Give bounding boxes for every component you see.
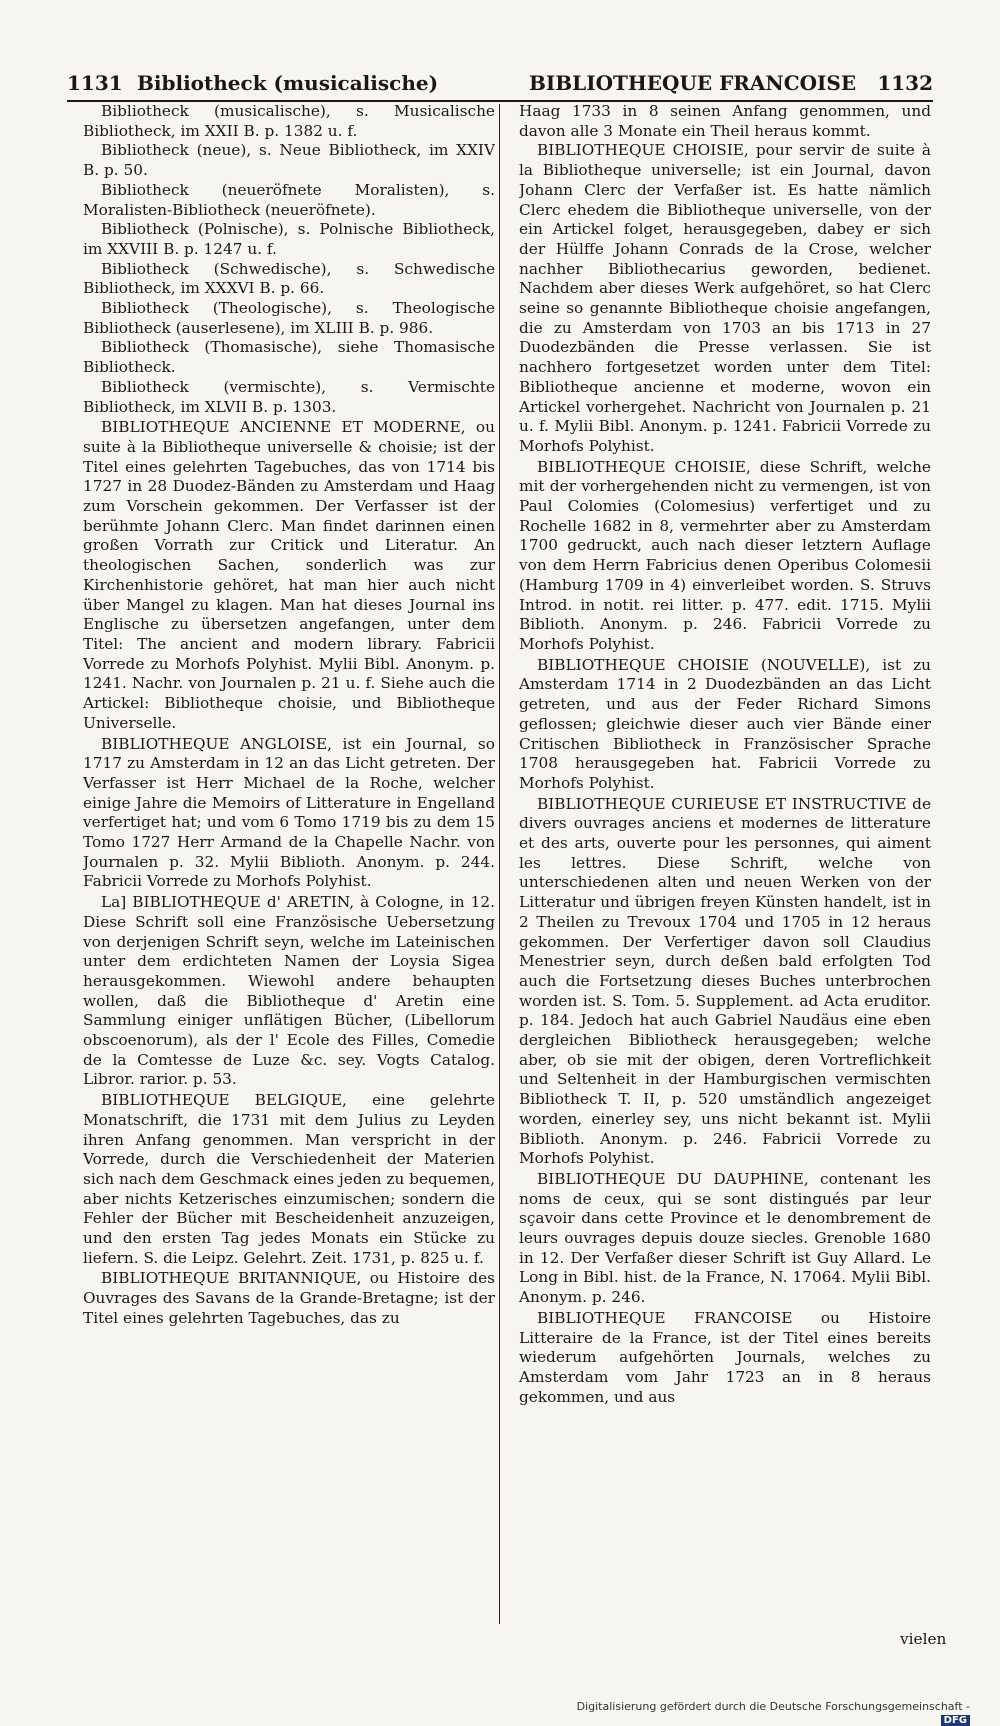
entry: Bibliotheck (vermischte), s. Vermischte Bibliotheck, im XLVII B. p. 1303.	[83, 377, 495, 416]
dfg-logo: DFG	[941, 1715, 970, 1726]
entry: BIBLIOTHEQUE CURIEUSE ET INSTRUCTIVE de divers ouvrages anciens et modernes de litterature et des arts, ouverte pour les personnes, qui aiment les lettres. Diese Schrift, welche von unterschiedenen alten und neuen Werken von der Litteratur und übrigen freyen Künsten handelt, ist in 2 Theilen zu Trevoux 1704 und 1705 in 12 heraus gekommen. Der Verfertiger davon soll Claudius Menestrier seyn, durch deßen bald erfolgten Tod auch die Fortsetzung dieses Buches unterbrochen worden ist. S. Tom. 5. Supplement. ad Acta eruditor. p. 184. Jedoch hat auch Gabriel Naudäus eine eben dergleichen Bibliotheck herausgegeben; welche aber, ob sie mit der obigen, deren Vortreflichkeit und Seltenheit in der Hamburgischen vermischten Bibliotheck T. II, p. 520 umständlich angezeiget worden, einerley sey, uns nicht bekannt ist. Mylii Biblioth. Anonym. p. 246. Fabricii Vorrede zu Morhofs Polyhist.	[519, 794, 931, 1168]
entry: BIBLIOTHEQUE CHOISIE, pour servir de suite à la Bibliotheque universelle; ist ein Journal, davon Johann Clerc der Verfaßer ist. Es hatte nämlich Clerc ehedem die Bibliotheque universelle, von der ein Artickel folget, herausgegeben, dabey er sich der Hülffe Johann Conrads de la Crose, welcher nachher Bibliothecarius geworden, bedienet. Nachdem aber dieses Werk aufgehöret, so hat Clerc seine so genannte Bibliotheque choisie angefangen, die zu Amsterdam von 1703 an bis 1713 in 27 Duodezbänden die Presse verlassen. Sie ist nachhero fortgesetzet worden unter dem Titel: Bibliotheque ancienne et moderne, wovon ein Artickel vorhergehet. Nachricht von Journalen p. 21 u. f. Mylii Bibl. Anonym. p. 1241. Fabricii Vorrede zu Morhofs Polyhist.	[519, 141, 931, 455]
running-header	[67, 66, 933, 100]
entry: Bibliotheck (Schwedische), s. Schwedische Bibliotheck, im XXXVI B. p. 66.	[83, 259, 495, 298]
entry: Bibliotheck (Thomasische), siehe Thomasische Bibliotheck.	[83, 338, 495, 377]
right-column	[519, 102, 931, 1642]
entry: La] BIBLIOTHEQUE d' ARETIN, à Cologne, in 12. Diese Schrift soll eine Französische Uebersetzung von derjenigen Schrift seyn, welche im Lateinischen unter dem erdichteten Namen der Loysia Sigea herausgekommen. Wiewohl andere behaupten wollen, daß die Bibliotheque d' Aretin eine Sammlung einiger unflätigen Bücher, (Libellorum obscoenorum), als der l' Ecole des Filles, Comedie de la Comtesse de Luze &c. sey. Vogts Catalog. Libror. rarior. p. 53.	[83, 893, 495, 1089]
entry: BIBLIOTHEQUE FRANCOISE ou Histoire Litteraire de la France, ist der Titel eines bereits wiederum aufgehörten Journals, welches zu Amsterdam vom Jahr 1723 an in 8 heraus gekommen, und aus	[519, 1308, 931, 1406]
entry: BIBLIOTHEQUE BRITANNIQUE, ou Histoire des Ouvrages des Savans de la Grande-Bretagne; ist der Titel eines gelehrten Tagebuches, das zu	[83, 1269, 495, 1327]
page-number-right: 1132	[877, 71, 933, 95]
catchword: vielen	[900, 1630, 947, 1648]
entry: Bibliotheck (musicalische), s. Musicalische Bibliotheck, im XXII B. p. 1382 u. f.	[83, 102, 495, 140]
entry: Bibliotheck (Theologische), s. Theologische Bibliotheck (auserlesene), im XLIII B. p. 986.	[83, 299, 495, 337]
entry: Bibliotheck (neue), s. Neue Bibliotheck, im XXIV B. p. 50.	[83, 141, 495, 180]
page-number-left: 1131	[67, 71, 123, 95]
entry: BIBLIOTHEQUE ANGLOISE, ist ein Journal, so 1717 zu Amsterdam in 12 an das Licht getreten. Der Verfasser ist Herr Michael de la Roche, welcher einige Jahre die Memoirs of Litterature in Engelland verfertiget hat; und vom 6 Tomo 1719 bis zu dem 15 Tomo 1727 Herr Armand de la Chapelle Nachr. von Journalen p. 32. Mylii Biblioth. Anonym. p. 244. Fabricii Vorrede zu Morhofs Polyhist.	[83, 734, 495, 891]
entry: BIBLIOTHEQUE ANCIENNE ET MODERNE, ou suite à la Bibliotheque universelle & choisie; ist der Titel eines gelehrten Tagebuches, das von 1714 bis 1727 in 28 Duodez-Bänden zu Amsterdam und Haag zum Vorschein gekommen. Der Verfasser ist der berühmte Johann Clerc. Man findet darinnen einen großen Vorrath zur Critick und Literatur. An theologischen Sachen, sonderlich was zur Kirchenhistorie gehöret, hat man hier auch nicht über Mangel zu klagen. Man hat dieses Journal ins Englische zu übersetzen angefangen, unter dem Titel: The ancient and modern library. Fabricii Vorrede zu Morhofs Polyhist. Mylii Bibl. Anonym. p. 1241. Nachr. von Journalen p. 21 u. f. Siehe auch die Artickel: Bibliotheque choisie, und Bibliotheque Universelle.	[83, 418, 495, 732]
running-title-right: BIBLIOTHEQUE FRANCOISE	[529, 71, 857, 95]
entry: BIBLIOTHEQUE CHOISIE, diese Schrift, welche mit der vorhergehenden nicht zu vermengen, ist von Paul Colomies (Colomesius) verfertiget und zu Rochelle 1682 in 8, vermehrter aber zu Amsterdam 1700 gedruckt, auch nach dieser letztern Auflage von dem Herrn Fabricius denen Operibus Colomesii (Hamburg 1709 in 4) einverleibet worden. S. Struvs Introd. in notit. rei litter. p. 477. edit. 1715. Mylii Biblioth. Anonym. p. 246. Fabricii Vorrede zu Morhofs Polyhist.	[519, 457, 931, 653]
entry-continuation: Haag 1733 in 8 seinen Anfang genommen, und davon alle 3 Monate ein Theil heraus kommt.	[519, 102, 931, 140]
left-column	[83, 102, 495, 1642]
entry: BIBLIOTHEQUE CHOISIE (NOUVELLE), ist zu Amsterdam 1714 in 2 Duodezbänden an das Licht getreten, und aus der Feder Richard Simons geflossen; gleichwie dieser auch vier Bände einer Critischen Bibliotheck in Französischer Sprache 1708 herausgegeben hat. Fabricii Vorrede zu Morhofs Polyhist.	[519, 655, 931, 792]
footer-text: Digitalisierung gefördert durch die Deutsche Forschungsgemeinschaft -	[576, 1700, 970, 1713]
entry: Bibliotheck (Polnische), s. Polnische Bibliotheck, im XXVIII B. p. 1247 u. f.	[83, 220, 495, 258]
column-divider	[499, 104, 500, 1624]
running-title-left: Bibliotheck (musicalische)	[137, 71, 439, 95]
entry: BIBLIOTHEQUE BELGIQUE, eine gelehrte Monatschrift, die 1731 mit dem Julius zu Leyden ihren Anfang genommen. Man verspricht in der Vorrede, durch die Verschiedenheit der Materien sich nach dem Geschmack eines jeden zu bequemen, aber nichts Ketzerisches einzumischen; sondern die Fehler der Bücher mit Bescheidenheit anzuzeigen, und den ersten Tag jedes Monats ein Stücke zu liefern. S. die Leipz. Gelehrt. Zeit. 1731, p. 825 u. f.	[83, 1091, 495, 1267]
digitization-footer	[560, 1700, 970, 1726]
entry: BIBLIOTHEQUE DU DAUPHINE, contenant les noms de ceux, qui se sont distingués par leur sçavoir dans cette Province et le denombrement de leurs ouvrages depuis douze siecles. Grenoble 1680 in 12. Der Verfaßer dieser Schrift ist Guy Allard. Le Long in Bibl. hist. de la France, N. 17064. Mylii Bibl. Anonym. p. 246.	[519, 1169, 931, 1307]
entry: Bibliotheck (neueröfnete Moralisten), s. Moralisten-Bibliotheck (neueröfnete).	[83, 180, 495, 219]
